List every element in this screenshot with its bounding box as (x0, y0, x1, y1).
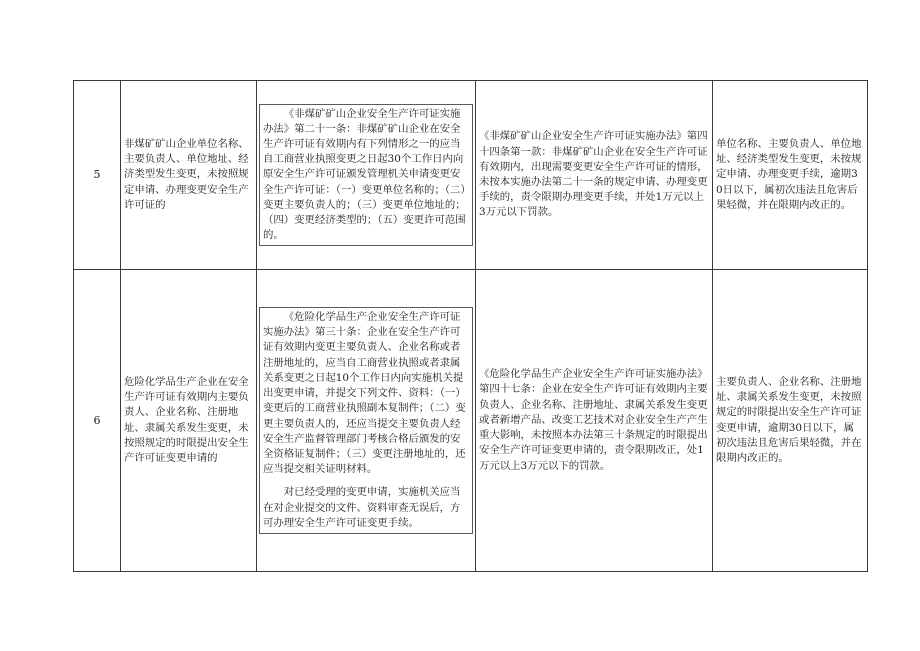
violation-cell (121, 81, 257, 270)
discretion-text: 主要负责人、企业名称、注册地址、隶属关系发生变更，未按照规定的时限提出安全生产许可证变更申请，逾期30日以下，属初次违法且危害后果轻微，并在限期内改正的。 (716, 375, 862, 464)
table-row (74, 81, 868, 270)
legal-basis-text: 《危险化学品生产企业安全生产许可证实施办法》第三十条：企业在安全生产许可证有效期内变更主要负责人、企业名称或者注册地址的，应当自工商营业执照或者隶属关系变更之日起10个工作日内向实施机关提出变更申请，并提交下列文件、资料：（一）变更后的工商营业执照副本复制件；（二）变更主要负责人的，还应当提交主要负责人经安全生产监督管理部门考核合格后颁发的安全资格证复制件；（三）变更注册地址的，还应当提交相关证明材料。 (263, 311, 466, 476)
violation-text: 非煤矿矿山企业单位名称、主要负责人、单位地址、经济类型发生变更，未按照规定申请、办理变更安全生产许可证的 (124, 137, 249, 211)
penalty-basis-text: 《非煤矿矿山企业安全生产许可证实施办法》第四十四条第一款：非煤矿矿山企业在安全生产许可证有效期内，出现需要变更安全生产许可证的情形，未按本实施办法第二十一条的规定申请、办理变更手续的，责令限期办理变更手续，并处1万元以上3万元以下罚款。 (479, 130, 708, 219)
row-number: 6 (93, 413, 101, 427)
violation-cell (121, 270, 257, 572)
penalty-basis-cell (476, 81, 713, 270)
discretion-cell (713, 270, 868, 572)
legal-basis-cell (257, 270, 476, 572)
discretion-cell (713, 81, 868, 270)
discretion-text: 单位名称、主要负责人、单位地址、经济类型发生变更，未按规定申请、办理变更手续，逾期30日以下，属初次违法且危害后果轻微，并在限期内改正的。 (716, 137, 862, 211)
legal-basis-frame (259, 104, 473, 247)
row-number: 5 (93, 168, 101, 182)
penalty-basis-cell (476, 270, 713, 572)
penalty-basis-text: 《危险化学品生产企业安全生产许可证实施办法》第四十七条：企业在安全生产许可证有效期内主要负责人、企业名称、注册地址、隶属关系发生变更或者新增产品、改变工艺技术对企业安全生产产生重大影响，未按照本办法第三十条规定的时限提出安全生产许可证变更申请的，责令限期改正，处1万元以上3万元以下的罚款。 (479, 368, 708, 472)
violation-text: 危险化学品生产企业在安全生产许可证有效期内主要负责人、企业名称、注册地址、隶属关系发生变更，未按照规定的时限提出安全生产许可证变更申请的 (124, 375, 249, 464)
regulation-table (73, 80, 868, 572)
row-number-cell (74, 81, 121, 270)
legal-basis-frame (259, 307, 473, 534)
legal-basis-text: 《非煤矿矿山企业安全生产许可证实施办法》第二十一条：非煤矿矿山企业在安全生产许可证有效期内有下列情形之一的应当自工商营业执照变更之日起30个工作日内向原安全生产许可证颁发管理机关申请变更安全生产许可证：（一）变更单位名称的；（二）变更主要负责人的；（三）变更单位地址的；（四）变更经济类型的；（五）变更许可范围的。 (263, 107, 466, 242)
legal-basis-text: 对已经受理的变更申请，实施机关应当在对企业提交的文件、资料审查无误后，方可办理安全生产许可证变更手续。 (263, 486, 461, 529)
row-number-cell (74, 270, 121, 572)
table-row (74, 270, 868, 572)
legal-basis-cell (257, 81, 476, 270)
